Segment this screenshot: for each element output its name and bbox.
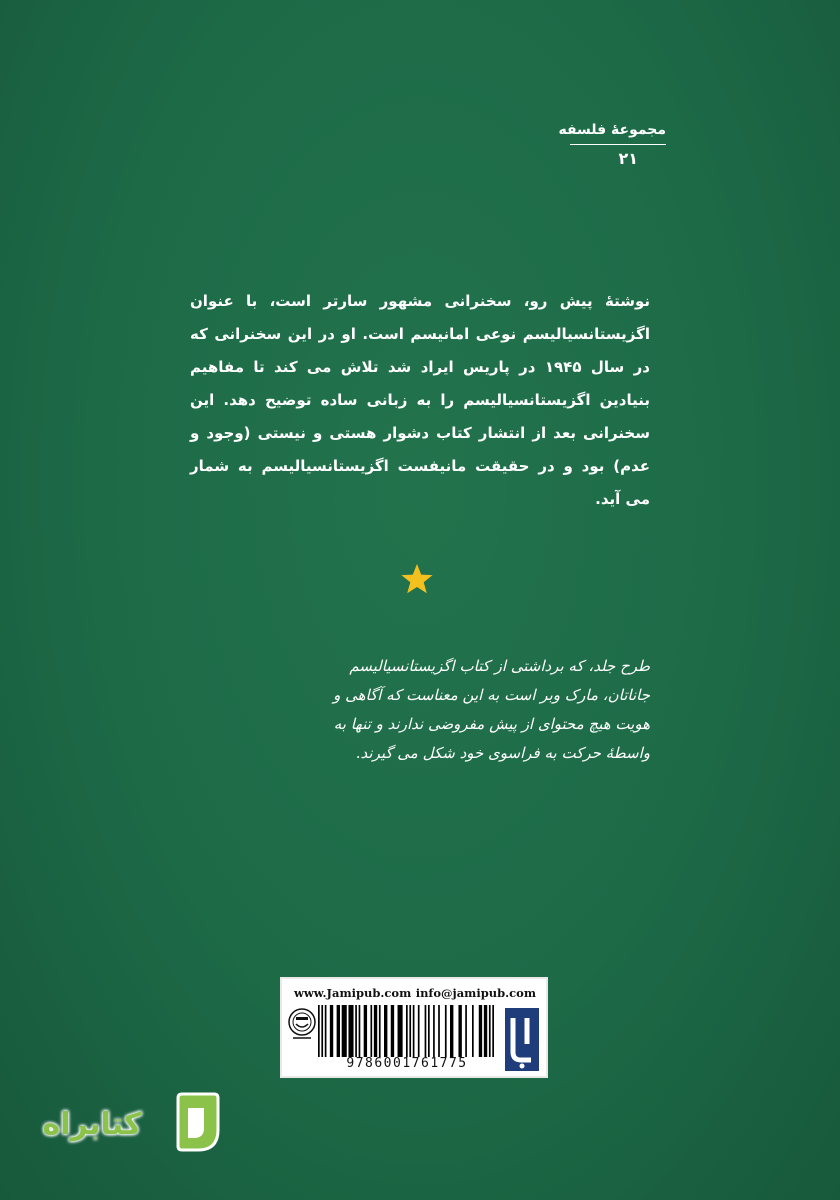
barcode-bar (409, 1005, 411, 1057)
barcode-bar (418, 1005, 420, 1057)
jami-logo-icon (505, 1008, 539, 1071)
barcode-bar (364, 1005, 367, 1057)
barcode-bar (450, 1005, 453, 1057)
barcode-bar (398, 1005, 403, 1057)
barcode-bar (321, 1005, 323, 1057)
barcode-bar (438, 1005, 440, 1057)
barcode-bar (492, 1005, 494, 1057)
barcode-bar (330, 1005, 333, 1057)
barcode-bar (318, 1005, 320, 1057)
publisher-website: www.Jamipub.com (294, 986, 412, 1000)
barcode-bar (406, 1005, 408, 1057)
barcode-bar (433, 1005, 435, 1057)
barcode-bar (348, 1005, 353, 1057)
barcode-bars (318, 1005, 494, 1057)
cover-design-note: طرح جلد، که برداشتی از کتاب اگزیستانسیالیسم جاناتان، مارک وبر است به این معناست که آگاهی و هویت هیچ محتوای از پیش مفروضی ندارند و تنها به واسطهٔ حرکت به فراسوی خود شکل می گیرند. (333, 657, 650, 762)
barcode-bar (370, 1005, 372, 1057)
series-block (558, 122, 666, 168)
barcode-bar (445, 1005, 447, 1057)
barcode-bar (489, 1005, 491, 1057)
barcode-bar (428, 1005, 430, 1057)
barcode-bar (413, 1005, 415, 1057)
star-icon (400, 563, 434, 595)
barcode-bar (325, 1005, 327, 1057)
book-description: نوشتهٔ پیش رو، سخنرانی مشهور سارتر است، با عنوان اگزیستانسیالیسم نوعی امانیسم است. او در این سخنرانی که در سال ۱۹۴۵ در پاریس ایراد شد تلاش می کند تا مفاهیم بنیادین اگزیستانسیالیسم را به زبانی ساده توضیح دهد. این سخنرانی بعد از انتشار کتاب دشوار هستی و نیستی (وجود و عدم) بود و در حقیقت مانیفست اگزیستانسیالیسم به شمار می آید. (190, 292, 650, 508)
barcode-bar (484, 1005, 487, 1057)
barcode-bar (342, 1005, 347, 1057)
barcode-bar (374, 1005, 377, 1057)
barcode-bar (355, 1005, 357, 1057)
barcode-bar (425, 1005, 427, 1057)
barcode-bar (458, 1005, 461, 1057)
barcode-bar (337, 1005, 340, 1057)
barcode-bar (472, 1005, 474, 1057)
series-title: مجموعهٔ فلسفه (570, 122, 666, 145)
series-number: ۲۱ (618, 149, 638, 168)
barcode-bar (479, 1005, 482, 1057)
barcode-bar (384, 1005, 387, 1057)
isbn-number: 9786001761775 (346, 1056, 468, 1071)
barcode-panel (280, 977, 548, 1078)
publisher-seal-icon (287, 1005, 317, 1045)
barcode-bar (465, 1005, 467, 1057)
publisher-email: info@jamipub.com (415, 986, 536, 1000)
barcode-bar (359, 1005, 361, 1057)
barcode-bar (391, 1005, 394, 1057)
watermark-text: کتابراه (42, 1107, 142, 1142)
barcode-bar (379, 1005, 381, 1057)
